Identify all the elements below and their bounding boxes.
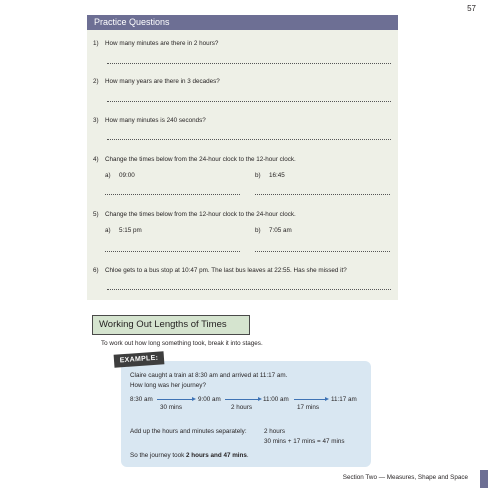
- answer-line-4a[interactable]: [105, 194, 240, 195]
- practice-questions-box: [87, 15, 398, 300]
- arrow-2: [225, 399, 259, 400]
- time-4: 11:17 am: [331, 396, 357, 403]
- duration-2: 2 hours: [231, 404, 253, 411]
- question-5b: b) 7:05 am: [255, 227, 292, 234]
- answer-line-4b[interactable]: [255, 194, 390, 195]
- arrow-3: [294, 399, 326, 400]
- question-5a: a) 5:15 pm: [105, 227, 142, 234]
- answer-line-6[interactable]: [107, 289, 391, 290]
- page-number: 57: [467, 4, 476, 13]
- add-up-line: Add up the hours and minutes separately:: [130, 428, 247, 435]
- question-1: 1) How many minutes are there in 2 hours?: [93, 40, 219, 47]
- example-line-2: How long was her journey?: [130, 382, 206, 389]
- arrow-2-head: [258, 397, 262, 401]
- time-1: 8:30 am: [130, 396, 153, 403]
- conclusion: So the journey took 2 hours and 47 mins.: [130, 452, 249, 459]
- arrow-1-head: [192, 397, 196, 401]
- answer-line-2[interactable]: [107, 101, 391, 102]
- practice-questions-header: Practice Questions: [87, 15, 398, 30]
- question-4b: b) 16:45: [255, 172, 285, 179]
- example-tag: EXAMPLE:: [114, 351, 165, 367]
- question-6: 6) Chloe gets to a bus stop at 10:47 pm. The last bus leaves at 22:55. Has she missed it?: [93, 267, 347, 274]
- section-intro: To work out how long something took, break it into stages.: [101, 340, 263, 347]
- question-4: 4) Change the times below from the 24-hour clock to the 12-hour clock.: [93, 156, 296, 163]
- duration-1: 30 mins: [160, 404, 183, 411]
- minutes-result: 30 mins + 17 mins = 47 mins: [264, 438, 345, 445]
- question-5: 5) Change the times below from the 12-hour clock to the 24-hour clock.: [93, 211, 296, 218]
- section-title: Working Out Lengths of Times: [92, 315, 250, 335]
- answer-line-3[interactable]: [107, 139, 391, 140]
- answer-line-5b[interactable]: [255, 251, 390, 252]
- time-3: 11:00 am: [263, 396, 289, 403]
- footer-tab: [480, 470, 488, 488]
- arrow-3-head: [325, 397, 329, 401]
- question-3: 3) How many minutes is 240 seconds?: [93, 117, 206, 124]
- answer-line-5a[interactable]: [105, 251, 240, 252]
- duration-3: 17 mins: [297, 404, 320, 411]
- arrow-1: [157, 399, 193, 400]
- question-2: 2) How many years are there in 3 decades?: [93, 78, 220, 85]
- example-line-1: Claire caught a train at 8:30 am and arrived at 11:17 am.: [130, 372, 288, 379]
- hours-result: 2 hours: [264, 428, 286, 435]
- footer-section-label: Section Two — Measures, Shape and Space: [342, 474, 468, 481]
- question-4a: a) 09:00: [105, 172, 135, 179]
- time-2: 9:00 am: [198, 396, 221, 403]
- answer-line-1[interactable]: [107, 63, 391, 64]
